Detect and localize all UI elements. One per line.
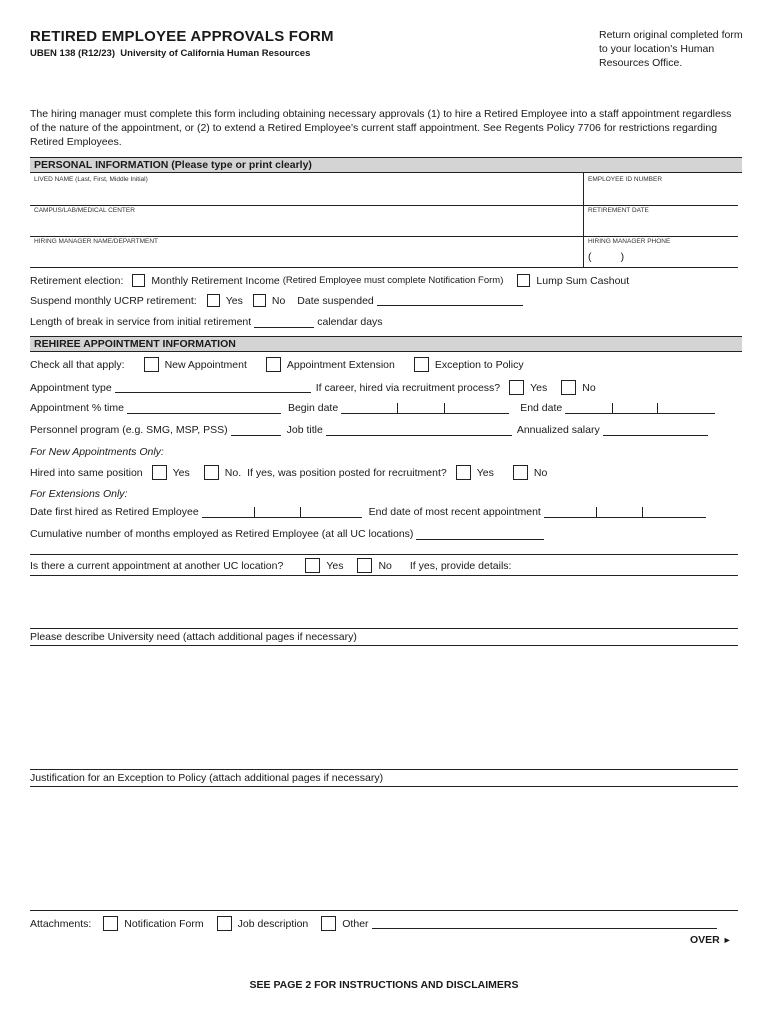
- personnel-label: Personnel program (e.g. SMG, MSP, PSS): [30, 424, 228, 436]
- section-rule: [30, 769, 738, 770]
- attachments-row: [30, 916, 720, 931]
- date-separator: [657, 403, 658, 413]
- recent-end-field[interactable]: [544, 507, 706, 518]
- manager-label: HIRING MANAGER NAME/DEPARTMENT: [34, 238, 158, 245]
- personnel-row: [30, 424, 711, 436]
- election-label: Retirement election:: [30, 274, 124, 287]
- lived-name-label: LIVED NAME (Last, First, Middle Initial): [34, 176, 148, 183]
- appointment-extension-label: Appointment Extension: [286, 358, 395, 371]
- check-all-label: Check all that apply:: [30, 358, 125, 371]
- retirement-date-label: RETIREMENT DATE: [588, 207, 649, 214]
- suspend-no-label: No: [271, 294, 286, 307]
- over-label: OVER: [690, 934, 720, 946]
- org-name: University of California Human Resources: [120, 48, 311, 59]
- same-position-yes-label: Yes: [172, 466, 190, 479]
- recent-end-label: End date of most recent appointment: [368, 506, 541, 518]
- other-field[interactable]: [372, 918, 717, 929]
- break-service-row: [30, 316, 383, 328]
- suspend-yes-checkbox[interactable]: [207, 294, 220, 307]
- posted-no-checkbox[interactable]: [513, 465, 528, 480]
- justification-text-area[interactable]: [30, 789, 738, 907]
- row-divider: [30, 205, 738, 206]
- section-rule: [30, 645, 738, 646]
- cumulative-field[interactable]: [416, 529, 544, 540]
- form-code: UBEN 138 (R12/23): [30, 48, 116, 59]
- other-uc-question: Is there a current appointment at another UC location?: [30, 559, 284, 572]
- section-rule: [30, 628, 738, 629]
- begin-date-field[interactable]: [341, 403, 509, 414]
- break-service-unit: calendar days: [317, 316, 383, 328]
- manager-phone-label: HIRING MANAGER PHONE: [588, 238, 671, 245]
- date-separator: [300, 507, 301, 517]
- lump-sum-checkbox[interactable]: [517, 274, 530, 287]
- exception-label: Exception to Policy: [434, 358, 524, 371]
- appointment-extension-checkbox[interactable]: [266, 357, 281, 372]
- job-title-field[interactable]: [326, 425, 512, 436]
- section-rule: [30, 554, 738, 555]
- personal-info-heading: PERSONAL INFORMATION (Please type or print clearly): [30, 157, 742, 173]
- job-description-checkbox[interactable]: [217, 916, 232, 931]
- same-position-yes-checkbox[interactable]: [152, 465, 167, 480]
- monthly-income-label: Monthly Retirement Income: [151, 274, 280, 287]
- new-only-heading: For New Appointments Only:: [30, 446, 164, 458]
- ext-only-heading: For Extensions Only:: [30, 488, 128, 500]
- career-no-checkbox[interactable]: [561, 380, 576, 395]
- appointment-pct-row: [30, 402, 718, 414]
- first-hired-row: [30, 506, 709, 518]
- form-title: RETIRED EMPLOYEE APPROVALS FORM: [30, 28, 334, 45]
- posted-question: If yes, was position posted for recruitment?: [247, 466, 447, 479]
- suspend-yes-label: Yes: [225, 294, 243, 307]
- date-suspended-field[interactable]: [377, 295, 523, 306]
- posted-yes-checkbox[interactable]: [456, 465, 471, 480]
- exception-checkbox[interactable]: [414, 357, 429, 372]
- section-rule: [30, 786, 738, 787]
- retirement-election-row: [30, 274, 629, 287]
- same-position-label: Hired into same position: [30, 466, 143, 479]
- justification-label: Justification for an Exception to Policy (attach additional pages if necessary): [30, 772, 384, 784]
- date-separator: [612, 403, 613, 413]
- appointment-pct-label: Appointment % time: [30, 402, 124, 414]
- rehiree-heading: REHIREE APPOINTMENT INFORMATION: [30, 336, 742, 352]
- career-yes-label: Yes: [530, 381, 548, 394]
- monthly-income-note: (Retired Employee must complete Notification Form): [282, 275, 504, 286]
- salary-field[interactable]: [603, 425, 708, 436]
- other-uc-yes-checkbox[interactable]: [305, 558, 320, 573]
- other-uc-row: [30, 558, 511, 573]
- posted-no-label: No: [533, 466, 548, 479]
- campus-label: CAMPUS/LAB/MEDICAL CENTER: [34, 207, 135, 214]
- other-uc-no-checkbox[interactable]: [357, 558, 372, 573]
- date-separator: [596, 507, 597, 517]
- new-appointment-label: New Appointment: [164, 358, 247, 371]
- break-service-field[interactable]: [254, 317, 314, 328]
- cumulative-row: [30, 528, 547, 540]
- new-appointment-checkbox[interactable]: [144, 357, 159, 372]
- lived-name-field[interactable]: [31, 184, 581, 204]
- intro-paragraph: The hiring manager must complete this form including obtaining necessary approvals (1) to hire a Retired Employee into a staff appointment regardless of the nature of the appointment, or (2) to extend a Retired Employee's current staff appointment. See Regents Policy 7706 for restrictions regarding Retired Employees.: [30, 108, 732, 148]
- retirement-date-field[interactable]: [585, 215, 737, 235]
- date-separator: [642, 507, 643, 517]
- first-hired-field[interactable]: [202, 507, 362, 518]
- row-divider: [30, 236, 738, 237]
- form-code-line: [30, 48, 310, 59]
- other-label: Other: [342, 917, 369, 930]
- other-uc-details-label: If yes, provide details:: [409, 559, 512, 572]
- need-label: Please describe University need (attach additional pages if necessary): [30, 631, 357, 643]
- monthly-income-checkbox[interactable]: [132, 274, 145, 287]
- other-uc-no-label: No: [378, 559, 392, 572]
- other-uc-yes-label: Yes: [326, 559, 344, 572]
- section-rule: [30, 575, 738, 576]
- cumulative-label: Cumulative number of months employed as Retired Employee (at all UC locations): [30, 528, 414, 540]
- same-position-no-label: No.: [224, 466, 242, 479]
- personnel-field[interactable]: [231, 425, 281, 436]
- suspend-row: [30, 294, 526, 307]
- career-no-label: No: [582, 381, 596, 394]
- salary-label: Annualized salary: [516, 424, 600, 436]
- return-note: Return original completed form to your location's Human Resources Office.: [599, 29, 743, 69]
- suspend-label: Suspend monthly UCRP retirement:: [30, 294, 197, 307]
- row-divider: [30, 267, 738, 268]
- manager-phone-field[interactable]: ( ): [588, 251, 625, 263]
- job-title-label: Job title: [286, 424, 323, 436]
- employee-id-label: EMPLOYEE ID NUMBER: [588, 176, 663, 183]
- career-question: If career, hired via recruitment process?: [315, 381, 501, 394]
- campus-field[interactable]: [31, 215, 581, 235]
- same-position-no-checkbox[interactable]: [204, 465, 219, 480]
- employee-id-field[interactable]: [585, 184, 737, 204]
- other-checkbox[interactable]: [321, 916, 336, 931]
- date-separator: [397, 403, 398, 413]
- career-yes-checkbox[interactable]: [509, 380, 524, 395]
- over-indicator: [690, 934, 732, 946]
- manager-field[interactable]: [31, 246, 581, 266]
- section-rule: [30, 910, 738, 911]
- lump-sum-label: Lump Sum Cashout: [536, 274, 630, 287]
- date-suspended-label: Date suspended: [297, 294, 374, 307]
- appointment-type-row: [30, 380, 596, 395]
- end-date-label: End date: [520, 402, 563, 414]
- date-separator: [254, 507, 255, 517]
- notification-form-label: Notification Form: [124, 917, 204, 930]
- appointment-type-label: Appointment type: [30, 381, 112, 394]
- first-hired-label: Date first hired as Retired Employee: [30, 506, 199, 518]
- break-service-label: Length of break in service from initial retirement: [30, 316, 252, 328]
- same-position-row: [30, 465, 547, 480]
- begin-date-label: Begin date: [287, 402, 339, 414]
- suspend-no-checkbox[interactable]: [253, 294, 266, 307]
- posted-yes-label: Yes: [476, 466, 494, 479]
- check-all-row: [30, 357, 524, 372]
- attachments-label: Attachments:: [30, 917, 92, 930]
- arrow-right-icon: ►: [722, 935, 732, 945]
- footer-note: SEE PAGE 2 FOR INSTRUCTIONS AND DISCLAIMERS: [249, 979, 519, 991]
- date-separator: [444, 403, 445, 413]
- job-description-label: Job description: [237, 917, 309, 930]
- column-divider: [583, 173, 584, 267]
- end-date-field[interactable]: [565, 403, 715, 414]
- appointment-pct-field[interactable]: [127, 403, 281, 414]
- notification-form-checkbox[interactable]: [103, 916, 118, 931]
- need-text-area[interactable]: [30, 648, 738, 766]
- other-uc-details-area[interactable]: [30, 578, 738, 626]
- appointment-type-field[interactable]: [115, 382, 311, 393]
